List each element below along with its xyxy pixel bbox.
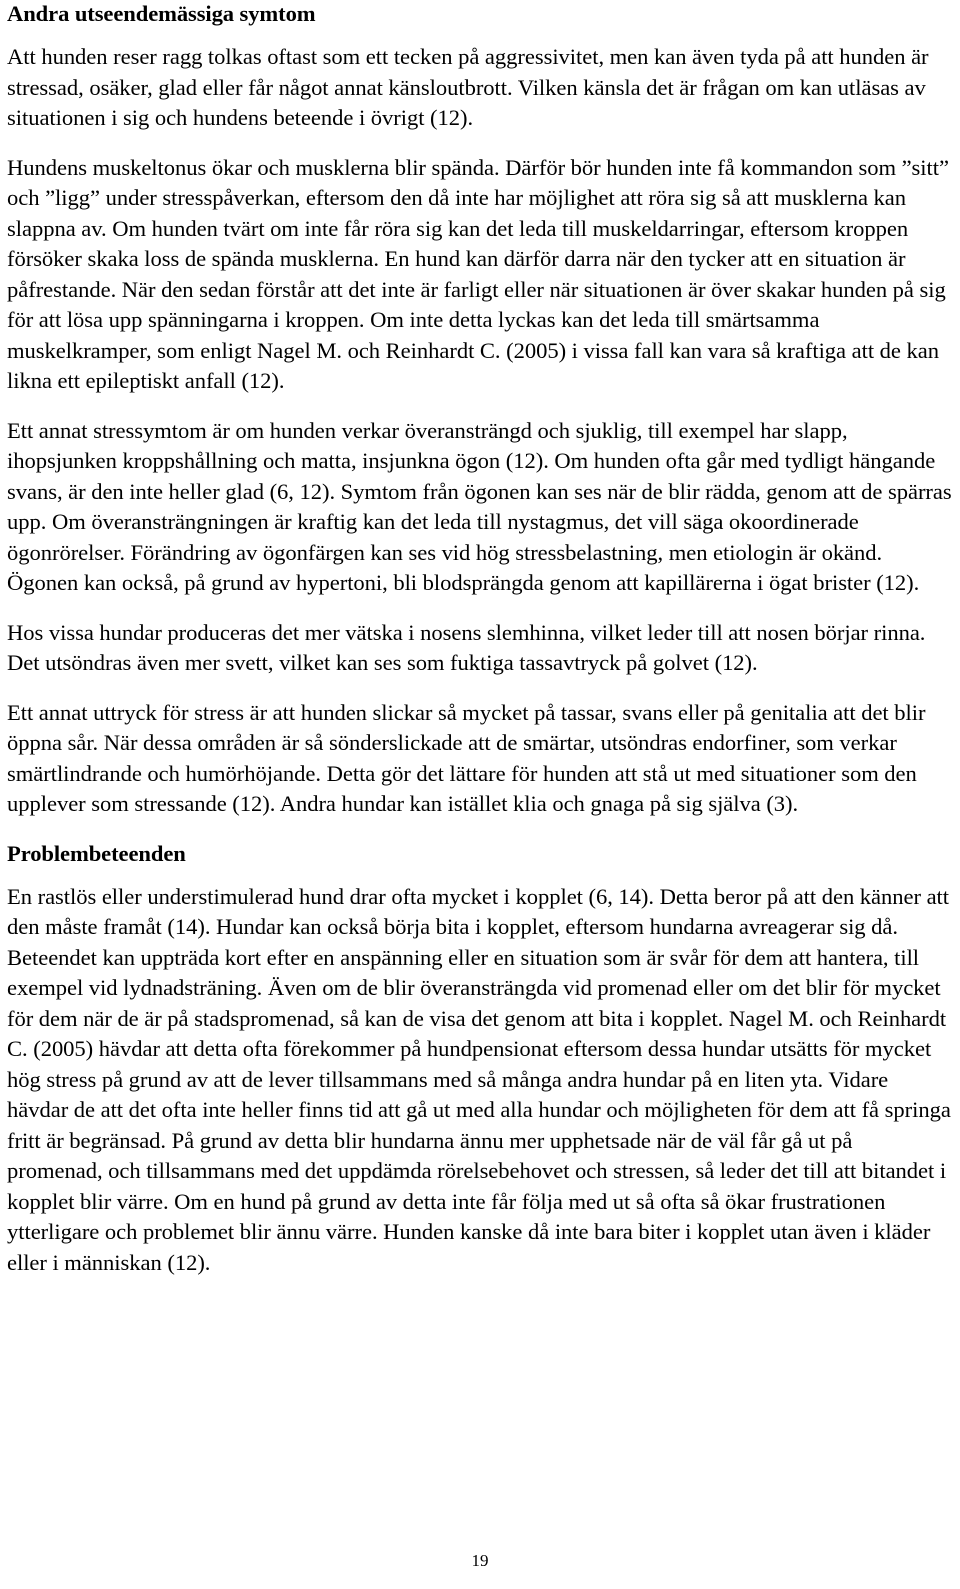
page-number: 19 xyxy=(471,1551,489,1570)
paragraph-muscle-tone: Hundens muskeltonus ökar och musklerna blir spända. Därför bör hunden inte få kommandon som ”sitt” och ”ligg” under stresspåverkan, eftersom den då inte har möjlighet att röra sig så att musklerna kan slappna av. Om hunden tvärt om inte får röra sig kan det leda till muskeldarringar, eftersom kroppen försöker skaka loss de spända musklerna. En hund kan därför darra när den tycker att en situation är påfrestande. När den sedan förstår att det inte är farligt eller när situationen är över skakar hunden på sig för att lösa upp spänningarna i kroppen. Om inte detta lyckas kan det leda till smärtsamma muskelkramper, som enligt Nagel M. och Reinhardt C. (2005) i vissa fall kan vara så kraftiga att de kan likna ett epileptiskt anfall (12). xyxy=(7,154,949,393)
section-heading-symptoms: Andra utseendemässiga symtom xyxy=(7,1,316,26)
paragraph-raised-hackles: Att hunden reser ragg tolkas oftast som ett tecken på aggressivitet, men kan även tyda på att hunden är stressad, osäker, glad eller får något annat känsloutbrott. Vilken känsla det är frågan om kan utläsas av situationen i sig och hundens beteende i övrigt (12). xyxy=(7,44,929,130)
paragraph-licking: Ett annat uttryck för stress är att hunden slickar så mycket på tassar, svans eller på genitalia att det blir öppna sår. När dessa områden är så sönderslickade att de smärtar, utsöndras endorfiner, som verkar smärtlindrande och humörhöjande. Detta gör det lättare för hunden att stå ut med situationer som den upplever som stressande (12). Andra hundar kan istället klia och gnaga på sig själva (3). xyxy=(7,699,926,816)
paragraph-leash-biting: En rastlös eller understimulerad hund drar ofta mycket i kopplet (6, 14). Detta beror på att den känner att den måste framåt (14). Hundar kan också börja bita i kopplet, eftersom hundarna avreagerar sig då. Beteendet kan uppträda kort efter en anspänning eller en situation som är svår för dem att hantera, till exempel vid lydnadsträning. Även om de blir överansträngda vid promenad eller om det blir för mycket för dem när de är på stadspromenad, så kan de visa det genom att bita i kopplet. Nagel M. och Reinhardt C. (2005) hävdar att detta ofta förekommer på hundpensionat eftersom dessa hundar utsätts för mycket hög stress på grund av att de lever tillsammans med så många andra hundar på en liten yta. Vidare hävdar de att det ofta inte heller finns tid att gå ut med alla hundar och möjligheten för dem att få springa fritt är begränsad. På grund av detta blir hundarna ännu mer upphetsade när de väl får gå ut på promenad, och tillsammans med det uppdämda rörelsebehovet och stressen, så leder det till att bitandet i kopplet blir värre. Om en hund på grund av detta inte får följa med ut så ofta så ökar frustrationen ytterligare och problemet blir ännu värre. Hunden kanske då inte bara biter i kopplet utan även i kläder eller i människan (12). xyxy=(7,883,951,1275)
paragraph-exhaustion-eyes: Ett annat stressymtom är om hunden verkar överansträngd och sjuklig, till exempel har slapp, ihopsjunken kroppshållning och matta, insjunkna ögon (12). Om hunden ofta går med tydligt hängande svans, är den inte heller glad (6, 12). Symtom från ögonen kan ses när de blir rädda, genom att de spärras upp. Om överansträngningen är kraftig kan det leda till nystagmus, det vill säga okoordinerade ögonrörelser. Förändring av ögonfärgen kan ses vid hög stressbelastning, men etiologin är okänd. Ögonen kan också, på grund av hypertoni, bli blodsprängda genom att kapillärerna i ögat brister (12). xyxy=(7,417,952,595)
section-heading-problems: Problembeteenden xyxy=(7,840,186,866)
paragraph-nose-sweat: Hos vissa hundar produceras det mer vätska i nosens slemhinna, vilket leder till att nosen börjar rinna. Det utsöndras även mer svett, vilket kan ses som fuktiga tassavtryck på golvet (12). xyxy=(7,619,926,675)
page-content xyxy=(7,0,953,1278)
